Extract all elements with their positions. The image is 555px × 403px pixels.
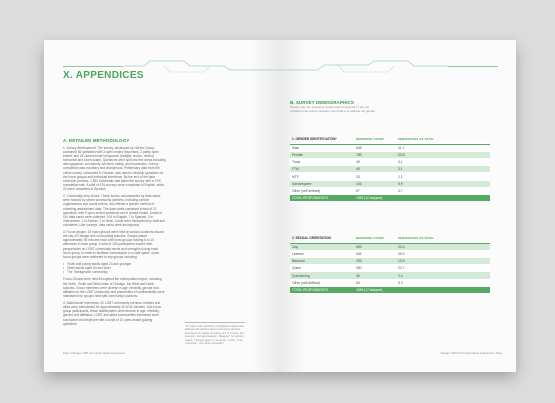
column-header-count: RESPONSE COUNT xyxy=(350,235,396,242)
footnote: ¹On Likert scale questions, participants ranked their feelings and opinions about community services and issues on scales consisting of 4 or 5 items. For example, 'strongly disagree', 'disagree', 'no opinion', 'agree', 'strongly agree' or 'not at all', 'a little', 'a lot', 'extremely', 'only when necessary'. xyxy=(185,325,245,346)
total-label: TOTAL RESPONDENTS xyxy=(290,195,350,202)
row-count: 545 xyxy=(350,250,396,257)
table-row xyxy=(290,279,490,286)
row-percentage: 3.7 xyxy=(396,187,490,194)
total-label: TOTAL RESPONDENTS xyxy=(290,286,350,293)
row-count: 648 xyxy=(350,144,396,151)
left-page xyxy=(44,40,278,372)
methodology-body xyxy=(63,146,166,329)
total-row xyxy=(290,195,490,202)
header-rule xyxy=(63,66,123,67)
row-percentage: 50.8 xyxy=(396,151,490,158)
circuit-line-decoration xyxy=(278,60,448,74)
total-value: 1545 (17 skipped) xyxy=(350,286,490,293)
row-percentage: 41.7 xyxy=(396,144,490,151)
row-count: 33 xyxy=(350,173,396,180)
row-percentage: 35.3 xyxy=(396,250,490,257)
column-header-percentage: PERCENTAGE OF TOTAL xyxy=(396,235,490,242)
right-folio: Chicago LGBT Community Needs Assessment | Page xyxy=(440,352,502,355)
table-heading: 1. GENDER IDENTIFICATION* xyxy=(290,136,350,143)
paragraph-survey-development: 1. Survey development: The survey, developed by Horner Group, contained 36 questions with 3 open-ended responses, 2 partly open ended, and 24 closed-ended responses (multiple choice, ranked, horizontal and Likert scale). Questions were split into five areas including demographics, community, services, safety, and economics. Survey completion was voluntary and anonymous. Preliminary data from the online survey, conducted in October, was used to develop questions for the focus groups and individual interviews. By the end of the data collection process, 1,552 individuals had taken the survey with a 74% completion rate. A total of 676 surveys were completed in English, while 24 were completed in Spanish. xyxy=(63,146,166,191)
row-label: Other (self defined) xyxy=(290,187,350,194)
table-row xyxy=(290,258,490,265)
list-item: • The Transgender community xyxy=(63,270,166,274)
gender-identification-table xyxy=(290,136,490,202)
table-header-row xyxy=(290,136,490,143)
table-header-row xyxy=(290,235,490,242)
total-value: 1552 (10 skipped) xyxy=(350,195,490,202)
demographics-intro: Please note: the questions marked with an asterisk (*) are not included in the survey question count that is to address the gender. xyxy=(290,105,376,113)
row-count: 106 xyxy=(350,180,396,187)
row-count: 57 xyxy=(350,187,396,194)
row-count: 49 xyxy=(350,159,396,166)
table-row xyxy=(290,159,490,166)
paragraph-drop-boxes: 2. Community drop boxes: These boxes, accompanied by data cards, were housed by seven community partners, including service organizations and social events, and offered a quicker method of collecting assessment data. The data cards contained a total of 12 questions, with 9 open-ended questions and 6 closed-ended. A total of 114 data cards were collected: 104 in English, 7 in Spanish, 3 in Vietnamese, 2 in Korean, 1 in Hindi. Cards were transcribed by staff and volunteers. Like surveys, data cards were anonymous. xyxy=(63,194,165,227)
row-count: 789 xyxy=(350,151,396,158)
table-row xyxy=(290,243,490,250)
row-label: Questioning xyxy=(290,272,350,279)
footnote-rule xyxy=(185,322,245,323)
row-count: 350 xyxy=(350,265,396,272)
row-label: Queer xyxy=(290,265,350,272)
circuit-line-decoration xyxy=(124,60,278,74)
list-item: • Youth and young adults aged 24 and younger xyxy=(63,262,166,266)
table-row xyxy=(290,180,490,187)
column-header-percentage: PERCENTAGE OF TOTAL xyxy=(396,136,490,143)
row-percentage: 3.1 xyxy=(396,166,490,173)
right-page xyxy=(278,40,516,372)
row-percentage: 2.4 xyxy=(396,272,490,279)
focus-group-list xyxy=(63,262,166,274)
row-count: 659 xyxy=(350,243,396,250)
demographics-section-title: B. SURVEY DEMOGRAPHICS xyxy=(290,100,354,105)
paragraph-focus-groups: 3. Focus groups: 15 focus groups were held at various locations around the city of Chicago and surrounding suburbs. Groups lasted approximately 90 minutes each with most groups holding 6 to 10 attendees in each group. A total of 126 participants shared their perspectives on LGBT community needs and strengths during each focus group, in order to facilitate conversation in a safe space, some focus groups were marketed to key groups including: xyxy=(63,230,164,259)
table-row xyxy=(290,144,490,151)
left-folio: Page | Chicago LGBT Community Needs Assessment xyxy=(63,352,125,355)
row-label: Bisexual xyxy=(290,258,350,265)
row-label: Other (self defined) xyxy=(290,279,350,286)
row-percentage: 22.7 xyxy=(396,265,490,272)
header-rule xyxy=(448,66,498,67)
row-percentage: 13.5 xyxy=(396,258,490,265)
row-percentage: 2.1 xyxy=(396,173,490,180)
row-label: Trans xyxy=(290,159,350,166)
row-count: 83 xyxy=(350,279,396,286)
row-label: Genderqueer xyxy=(290,180,350,187)
row-percentage: 42.6 xyxy=(396,243,490,250)
table-row xyxy=(290,173,490,180)
row-label: MTF xyxy=(290,173,350,180)
table-heading: 2. SEXUAL ORIENTATION xyxy=(290,235,350,242)
row-count: 209 xyxy=(350,258,396,265)
row-label: FTM xyxy=(290,166,350,173)
row-label: Female xyxy=(290,151,350,158)
chapter-title: X. APPENDICES xyxy=(63,70,144,81)
total-row xyxy=(290,286,490,293)
table-row xyxy=(290,166,490,173)
row-percentage: 3.1 xyxy=(396,159,490,166)
row-label: Gay xyxy=(290,243,350,250)
row-percentage: 6.9 xyxy=(396,180,490,187)
sexual-orientation-table xyxy=(290,235,490,294)
table-row xyxy=(290,265,490,272)
row-label: Lesbian xyxy=(290,250,350,257)
table-row xyxy=(290,250,490,257)
column-header-count: RESPONSE COUNT xyxy=(350,136,396,143)
row-label: Male xyxy=(290,144,350,151)
list-item: • Older adults aged 60 and older xyxy=(63,266,166,270)
paragraph-stakeholder-interviews: 4. Stakeholder interviews: 42 LGBT community mentors, leaders and allies were interviewed for approximately 45 to 60 minutes. Like focus group participants, these stakeholders were diverse in age, ethnicity, gender and affiliation. LGBT and allied communities interviews were conducted via telephone with a script of 10 open-ended guiding questions. xyxy=(63,301,161,326)
row-count: 36 xyxy=(350,272,396,279)
row-count: 49 xyxy=(350,166,396,173)
methodology-section-title: A. DETAILED METHODOLOGY xyxy=(63,138,130,143)
table-row xyxy=(290,151,490,158)
row-percentage: 5.3 xyxy=(396,279,490,286)
table-row xyxy=(290,187,490,194)
table-row xyxy=(290,272,490,279)
paragraph-focus-group-locations: Focus Groups were held throughout the metropolitan region, including the North, South and West sides of Chicago, the West and North suburbs. Group members were diverse in age, ethnicity, gender and affiliation to the LGBT community and parameters of confidentiality were maintained for groups held with community locations. xyxy=(63,277,165,298)
